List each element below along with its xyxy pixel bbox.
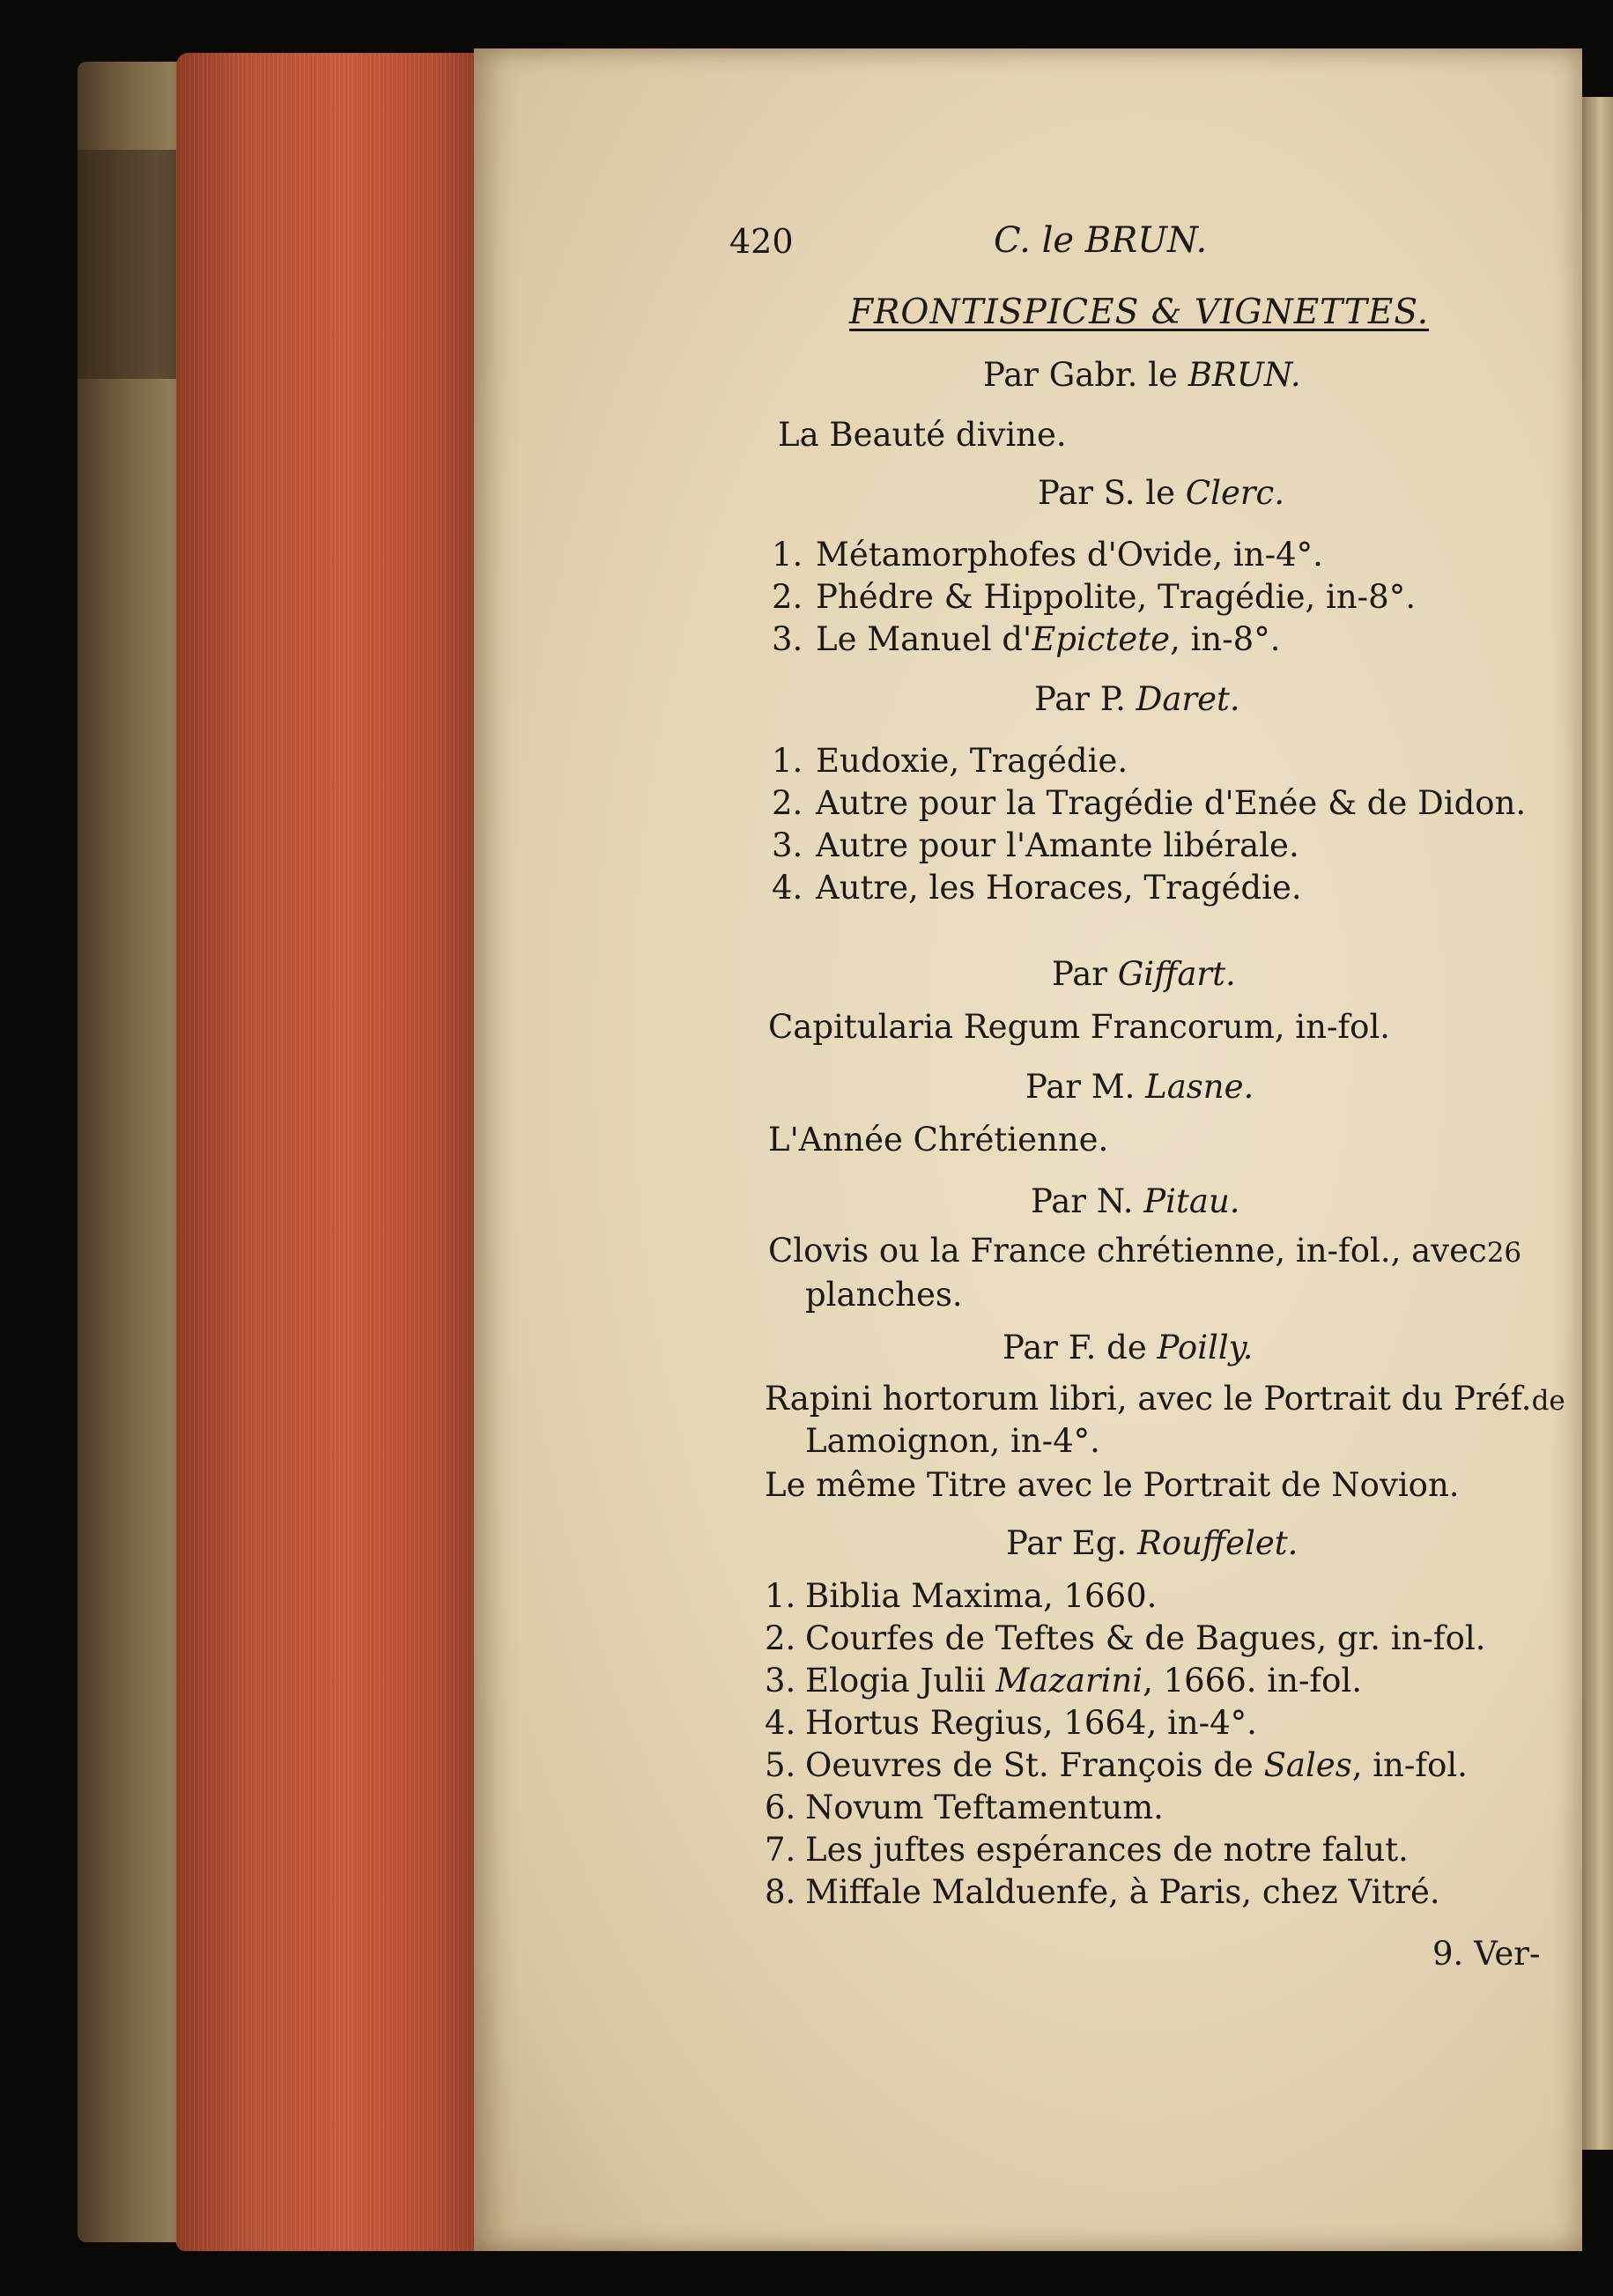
attribution-clerc: Par S. le Clerc. <box>1038 474 1285 512</box>
entry-rouffelet-6: 6. Novum Teftamentum. <box>765 1789 1164 1826</box>
attribution-daret: Par P. Daret. <box>1034 680 1240 718</box>
page-edges <box>176 53 480 2251</box>
entry-rapini-cont: Lamoignon, in-4°. <box>805 1422 1100 1460</box>
section-title: FRONTISPICES & VIGNETTES. <box>849 293 1430 332</box>
entry-rouffelet-8: 8. Miffale Malduenfe, à Paris, chez Vitré. <box>765 1873 1440 1911</box>
attribution-lasne: Par M. Lasne. <box>1025 1068 1254 1106</box>
entry-clerc-3: 3. Le Manuel d'Epictete, in-8°. <box>772 620 1281 658</box>
catchword: 9. Ver- <box>1432 1935 1541 1973</box>
book-page <box>474 48 1582 2251</box>
attribution-giffart: Par Giffart. <box>1052 955 1236 993</box>
entry-rapini: Rapini hortorum libri, avec le Portrait du Préf.de <box>765 1380 1565 1418</box>
entry-rouffelet-7: 7. Les juftes espérances de notre falut. <box>765 1831 1409 1869</box>
entry-rouffelet-1: 1. Biblia Maxima, 1660. <box>765 1577 1158 1615</box>
entry-clerc-2: 2. Phédre & Hippolite, Tragédie, in-8°. <box>772 578 1416 616</box>
attribution-poilly: Par F. de Poilly. <box>1003 1329 1254 1366</box>
entry-meme-titre: Le même Titre avec le Portrait de Novion. <box>765 1466 1460 1504</box>
page-text <box>474 48 1582 2251</box>
running-title: C. le BRUN. <box>994 220 1208 261</box>
entry-rouffelet-5: 5. Oeuvres de St. François de Sales, in-fol. <box>765 1746 1468 1784</box>
entry-rouffelet-2: 2. Courfes de Teftes & de Bagues, gr. in-fol. <box>765 1619 1486 1657</box>
entry-clovis: Clovis ou la France chrétienne, in-fol., avec26 <box>768 1232 1522 1270</box>
entry-daret-3: 3. Autre pour l'Amante libérale. <box>772 826 1299 864</box>
entry-clerc-1: 1. Métamorphofes d'Ovide, in-4°. <box>772 536 1323 574</box>
facing-page-edge <box>1582 97 1613 2150</box>
page-number: 420 <box>729 222 794 261</box>
entry-daret-2: 2. Autre pour la Tragédie d'Enée & de Didon. <box>772 784 1527 822</box>
entry-annee-chretienne: L'Année Chrétienne. <box>768 1121 1109 1159</box>
entry-rouffelet-3: 3. Elogia Julii Mazarini, 1666. in-fol. <box>765 1662 1363 1700</box>
attribution-brun: Par Gabr. le BRUN. <box>983 356 1301 394</box>
attribution-rouffelet: Par Eg. Rouffelet. <box>1006 1524 1299 1562</box>
entry-capitularia: Capitularia Regum Francorum, in-fol. <box>768 1008 1391 1046</box>
entry-rouffelet-4: 4. Hortus Regius, 1664, in-4°. <box>765 1704 1257 1742</box>
entry-beaute-divine: La Beauté divine. <box>778 416 1067 454</box>
attribution-pitau: Par N. Pitau. <box>1031 1182 1240 1220</box>
entry-daret-4: 4. Autre, les Horaces, Tragédie. <box>772 869 1302 907</box>
entry-daret-1: 1. Eudoxie, Tragédie. <box>772 742 1128 780</box>
entry-clovis-cont: planches. <box>805 1276 963 1314</box>
